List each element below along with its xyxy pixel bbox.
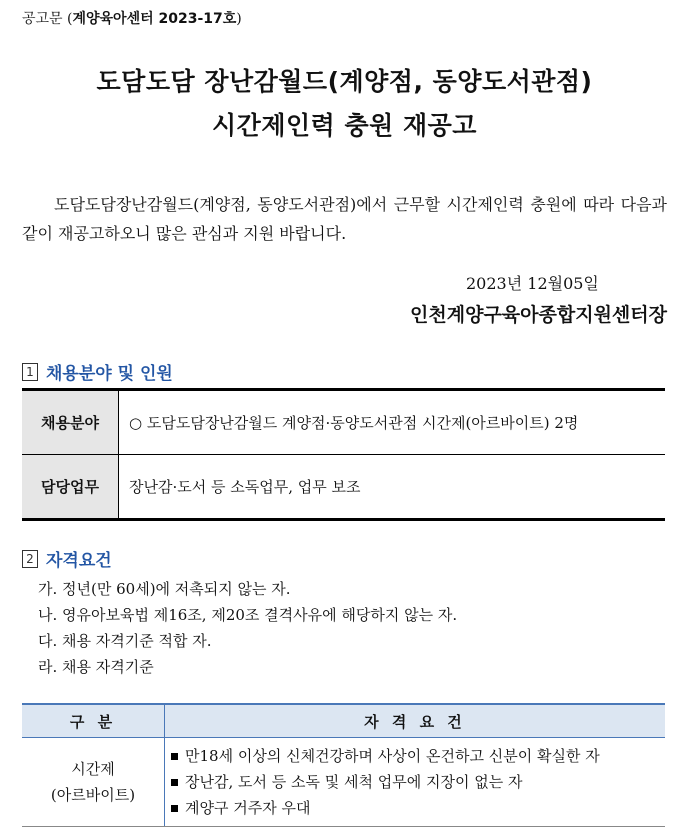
section-2-heading bbox=[22, 546, 112, 571]
column-header: 구 분 bbox=[22, 704, 165, 738]
row-header: 담당업무 bbox=[22, 455, 119, 520]
title-line-1: 도담도담 장난감월드(계양점, 동양도서관점) bbox=[96, 67, 593, 96]
section-1-title: 채용분야 및 인원 bbox=[46, 364, 173, 384]
column-header: 자 격 요 건 bbox=[165, 704, 666, 738]
row-value: ○ 도담도담장난감월드 계양점·동양도서관점 시간제(아르바이트) 2명 bbox=[119, 390, 666, 455]
category-cell bbox=[22, 738, 165, 827]
row-header: 채용분야 bbox=[22, 390, 119, 455]
notice-number: 공고문 (계양육아센터 2023-17호) bbox=[22, 11, 242, 27]
recruitment-table bbox=[22, 388, 665, 521]
requirement-item: 다. 채용 자격기준 적합 자. bbox=[38, 632, 212, 650]
table-row bbox=[22, 390, 665, 455]
section-number-box: 1 bbox=[22, 363, 38, 381]
list-item: 장난감, 도서 등 소독 및 세척 업무에 지장이 없는 자 bbox=[171, 769, 665, 795]
section-number-box: 2 bbox=[22, 550, 38, 568]
bullet-icon bbox=[171, 779, 178, 786]
notice-date: 2023년 12월05일 bbox=[466, 274, 599, 293]
sender-name: 인천계양구육아종합지원센터장 bbox=[410, 304, 667, 326]
table-header-row bbox=[22, 704, 665, 738]
table-row bbox=[22, 738, 665, 827]
qualification-table bbox=[22, 703, 665, 827]
section-1-heading bbox=[22, 359, 173, 384]
category-label: 시간제 bbox=[71, 760, 115, 778]
section-2-title: 자격요건 bbox=[46, 551, 112, 571]
intro-paragraph: 도담도담장난감월드(계양점, 동양도서관점)에서 근무할 시간제인력 충원에 따라 다음과 같이 재공고하오니 많은 관심과 지원 바랍니다. bbox=[22, 195, 667, 243]
requirement-item: 가. 정년(만 60세)에 저촉되지 않는 자. bbox=[38, 580, 291, 598]
requirements-cell bbox=[165, 738, 666, 827]
requirement-item: 나. 영유아보육법 제16조, 제20조 결격사유에 해당하지 않는 자. bbox=[38, 606, 458, 624]
table-row bbox=[22, 455, 665, 520]
list-item: 계양구 거주자 우대 bbox=[171, 795, 665, 821]
title-line-2: 시간제인력 충원 재공고 bbox=[212, 111, 477, 140]
row-value: 장난감·도서 등 소독업무, 업무 보조 bbox=[129, 478, 361, 496]
bullet-icon bbox=[171, 753, 178, 760]
list-item: 만18세 이상의 신체건강하며 사상이 온건하고 신분이 확실한 자 bbox=[171, 743, 665, 769]
category-sublabel: (아르바이트) bbox=[50, 786, 136, 804]
bullet-icon bbox=[171, 805, 178, 812]
requirement-item: 라. 채용 자격기준 bbox=[38, 658, 154, 676]
